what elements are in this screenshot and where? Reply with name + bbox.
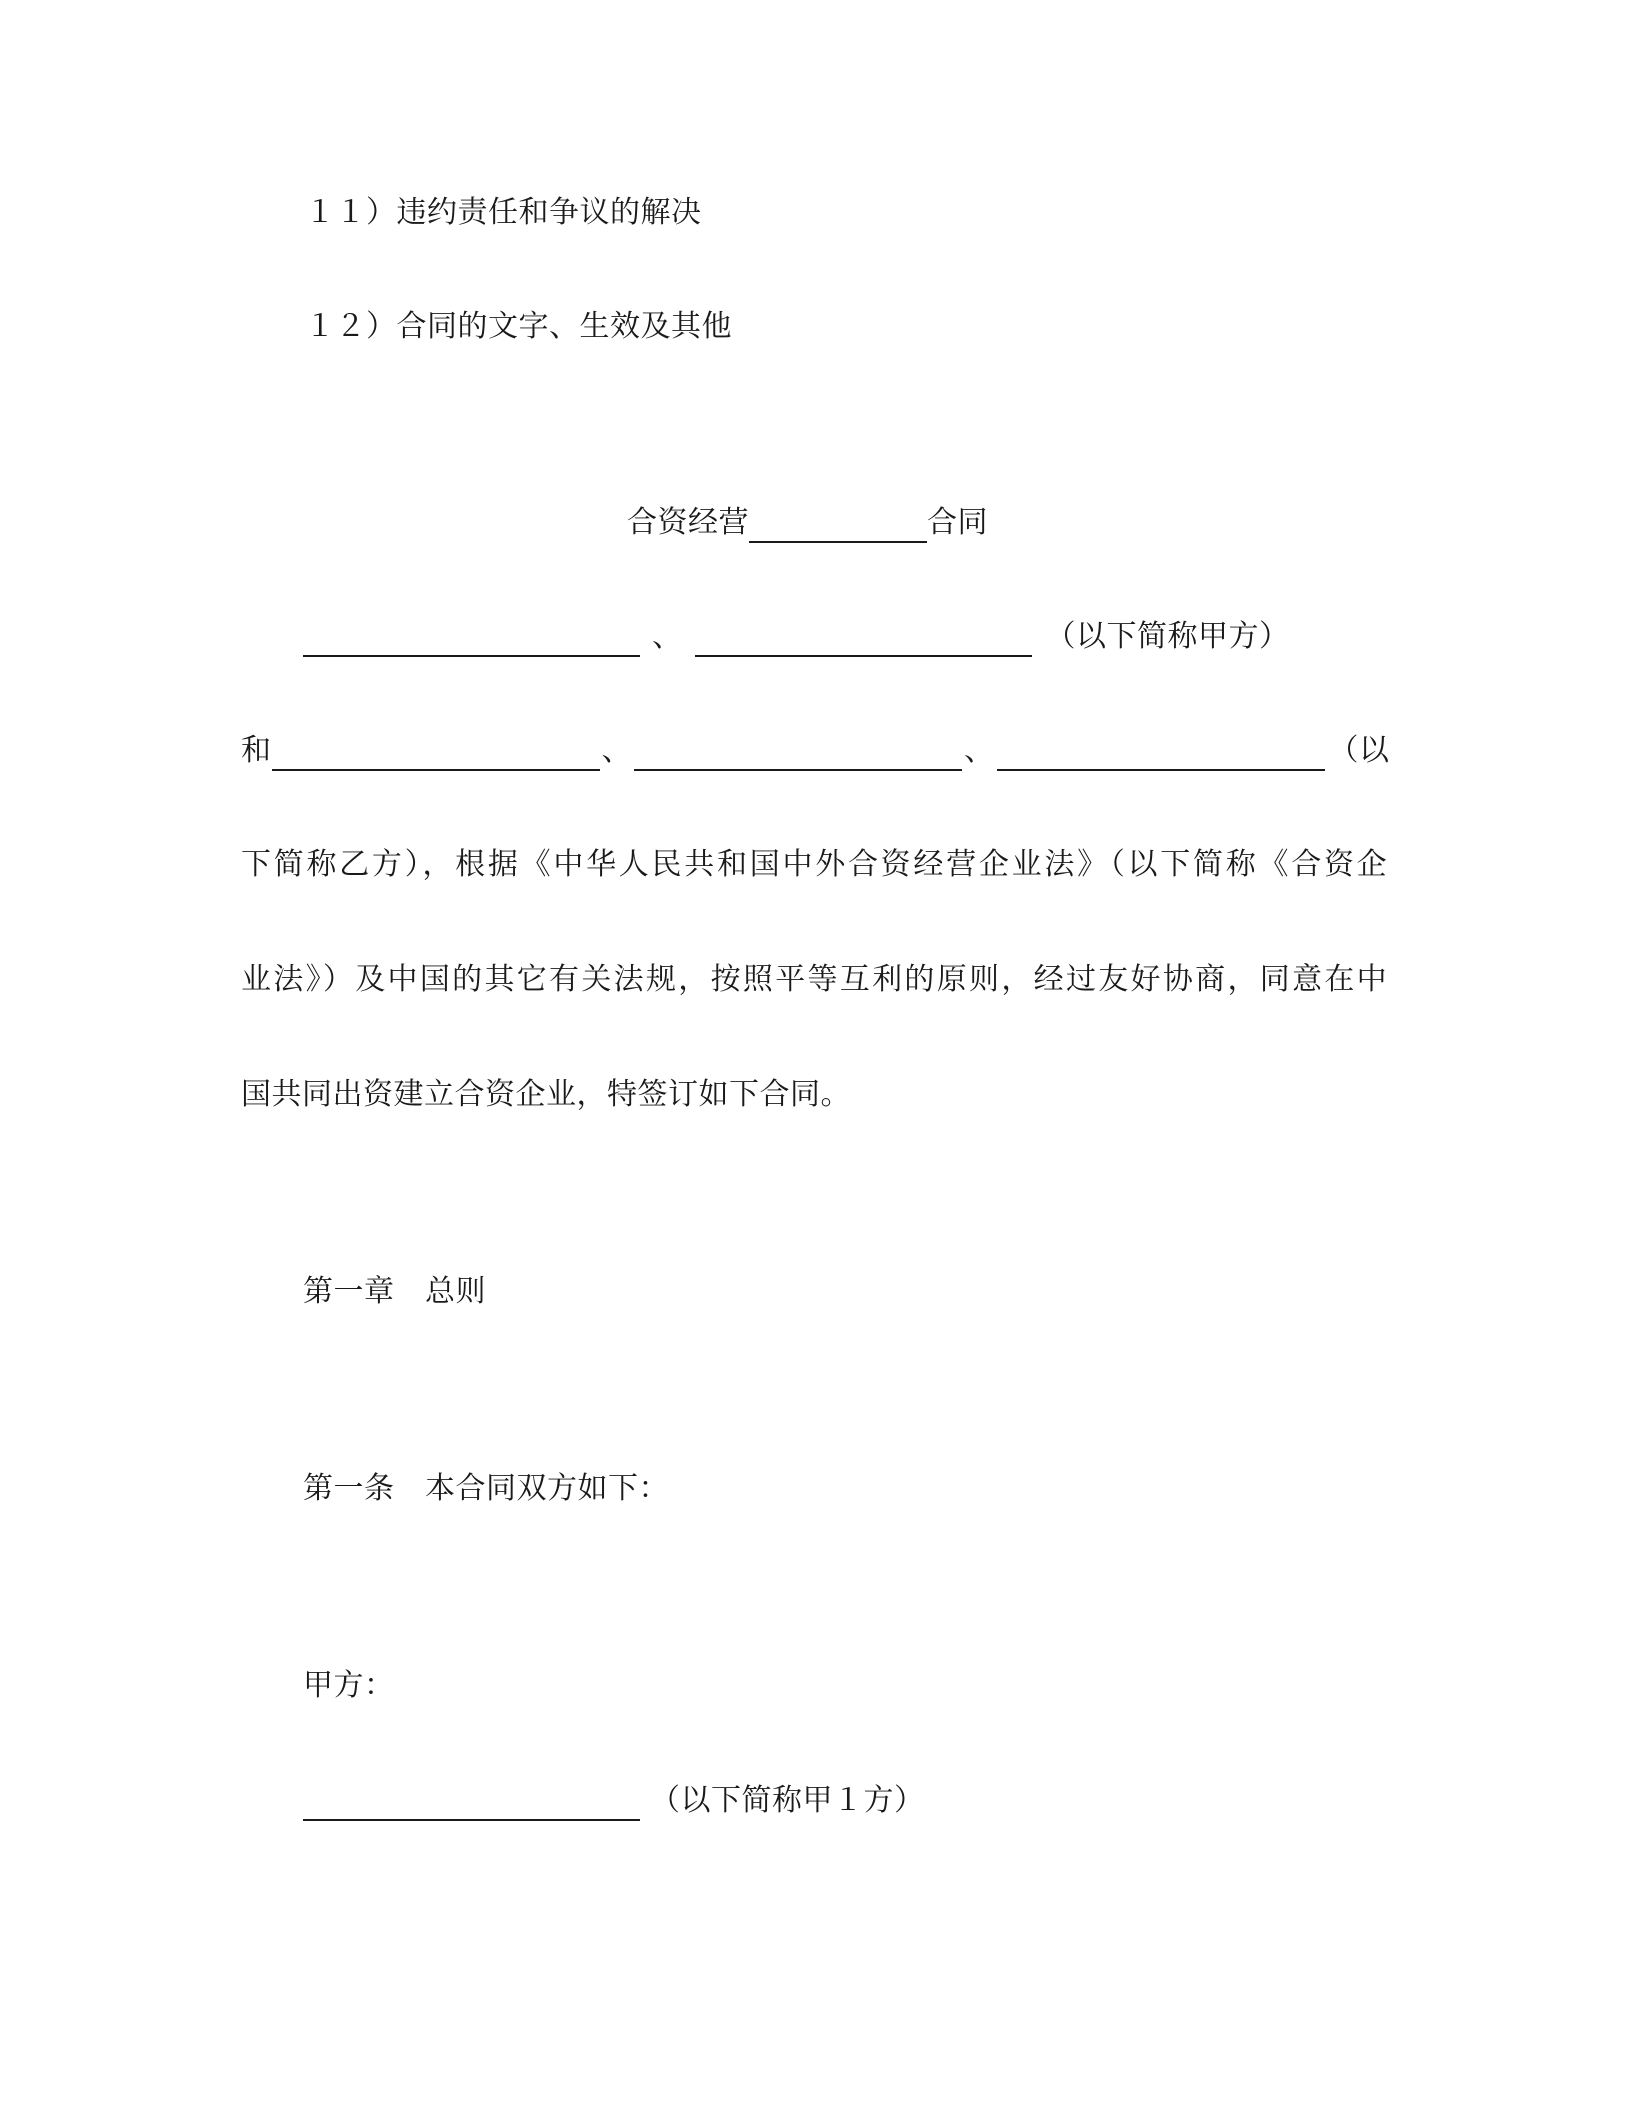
party-a1-name-blank[interactable] xyxy=(303,1785,640,1821)
party-b-name-blank-3[interactable] xyxy=(997,735,1325,771)
preamble-line-2: 业法》）及中国的其它有关法规，按照平等互利的原则，经过友好协商，同意在中 xyxy=(241,962,1387,997)
party-a-heading: 甲方： xyxy=(303,1668,395,1703)
contract-title-suffix: 合同 xyxy=(927,505,988,540)
party-b-separator-1: 、 xyxy=(601,733,632,768)
party-a-line xyxy=(303,617,1290,657)
party-b-name-blank-2[interactable] xyxy=(634,735,962,771)
party-a1-line xyxy=(303,1781,925,1821)
preamble-line-1: 下简称乙方），根据《中华人民共和国中外合资经营企业法》（以下简称《合资企 xyxy=(241,847,1387,882)
contract-name-blank[interactable] xyxy=(749,507,927,543)
party-b-line xyxy=(241,731,1390,771)
party-a-separator: 、 xyxy=(652,619,683,654)
party-b-name-blank-1[interactable] xyxy=(272,735,600,771)
party-b-separator-2: 、 xyxy=(964,733,995,768)
chapter-heading: 第一章 总则 xyxy=(303,1274,486,1309)
party-a1-suffix: （以下简称甲１方） xyxy=(650,1783,925,1818)
party-b-prefix: 和 xyxy=(241,733,272,768)
contract-title-prefix: 合资经营 xyxy=(627,505,749,540)
party-a-name-blank-2[interactable] xyxy=(695,621,1032,657)
preamble-line-3: 国共同出资建立合资企业，特签订如下合同。 xyxy=(241,1077,851,1112)
toc-item-11: １１）违约责任和争议的解决 xyxy=(305,195,702,230)
toc-item-12: １２）合同的文字、生效及其他 xyxy=(305,309,732,344)
party-b-suffix: （以 xyxy=(1328,733,1390,768)
contract-title xyxy=(627,503,988,543)
party-a-suffix: （以下简称甲方） xyxy=(1045,619,1290,654)
article-heading: 第一条 本合同双方如下： xyxy=(303,1471,669,1506)
party-a-name-blank-1[interactable] xyxy=(303,621,640,657)
